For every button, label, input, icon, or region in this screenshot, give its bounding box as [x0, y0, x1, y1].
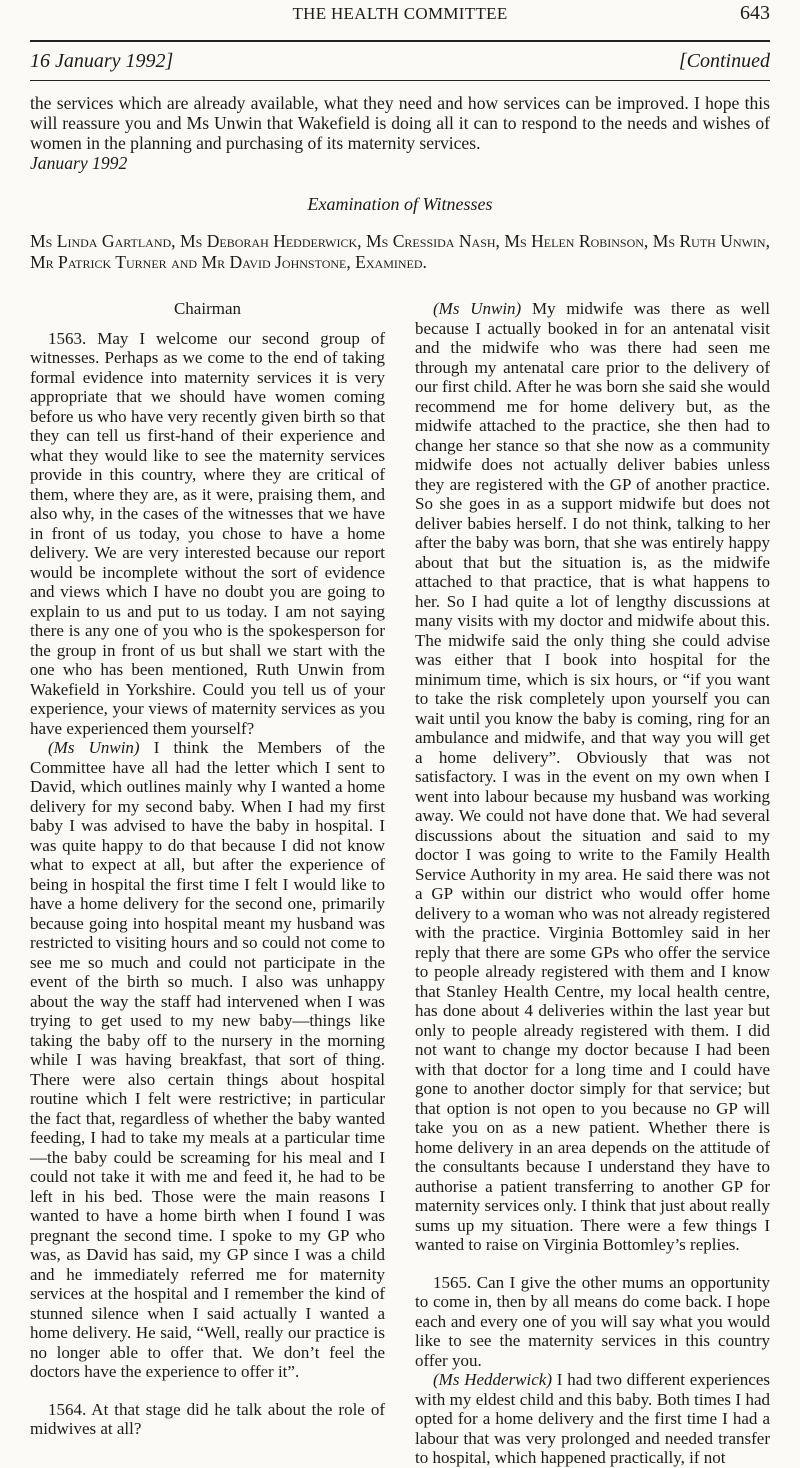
question-1565: 1565. Can I give the other mums an opportunity to come in, then by all means do come back. I hope each and every one of you will say what you would like to see the maternity services in this country offer you.	[415, 1272, 770, 1370]
intro-paragraph: the services which are already available, what they need and how services can be improved. I hope this will reassure you and Ms Unwin that Wakefield is doing all it can to respond to the needs and wishes of women in the planning and purchasing of its maternity services.	[30, 93, 770, 153]
running-head	[30, 0, 770, 40]
speaker-label: (Ms Unwin)	[48, 738, 140, 757]
answer-text: My midwife was there as well because I actually booked in for an antenatal visit and the midwife who was there had seen me through my antenatal care prior to the delivery of our first child. After he was born she said she would recommend me for home delivery but, as the midwife attached to the practice, she then had to change her stance so that she now as a community midwife does not actually deliver babies unless they are registered with the GP of another practice. So she goes in as a support midwife but does not deliver babies herself. I do not think, talking to her after the baby was born, that she was entirely happy about that but the situation is, as the midwife attached to that practice, that is what happens to her. So I had quite a lot of lengthy discussions at many visits with my doctor and midwife about this. The midwife said the only thing she could advise was either that I book into hospital for the minimum time, which is six hours, or “if you want to take the risk completely upon yourself you can wait until you know the baby is coming, ring for an ambulance and midwife, and that way you will get a home delivery”. Obviously that was not satisfactory. I was in the event on my own when I went into labour because my husband was working away. We could not have done that. We had several discussions about the situation and said to my doctor I was going to write to the Family Health Service Authority in my area. He said there was not a GP within our district who would offer home delivery to a woman who was not already registered with the practice. Virginia Bottomley said in her reply that there are some GPs who offer the service to people already registered with them and I know that Stanley Health Centre, my local health centre, has done about 4 deliveries within the last year but only to people already registered with them. I did not want to change my doctor because I had been with that doctor for a long time and I could have gone to another doctor simply for that service; but that option is not open to you because no GP will take you on as a new patient. Whether there is home delivery in an area depends on the attitude of the consultants because I understand they have to authorise a patient transferring to another GP for maternity services only. I think that just about really sums up my situation. There were a few things I wanted to raise on Virginia Bottomley’s replies.	[415, 299, 770, 1254]
examination-heading: Examination of Witnesses	[307, 194, 493, 214]
speaker-label: (Ms Unwin)	[433, 299, 522, 318]
question-1564: 1564. At that stage did he talk about the role of midwives at all?	[30, 1399, 385, 1438]
two-column-body	[30, 299, 770, 1468]
answer-unwin-2	[415, 299, 770, 1255]
answer-text: I had two different experiences with my eldest child and this baby. Both times I had opted for a home delivery and the first time I had a labour that was very prolonged and needed transfer to hospital, which happened practically, if not	[415, 1370, 770, 1467]
witness-names: Ms Linda Gartland, Ms Deborah Hedderwick, Ms Cressida Nash, Ms Helen Robinson, Ms Ruth Unwin, Mr Patrick Turner and Mr David Johnstone, Examined.	[30, 231, 770, 272]
continued-label: [Continued	[678, 50, 770, 72]
answer-unwin-1	[30, 738, 385, 1382]
dateline-rule	[30, 80, 770, 81]
dateline	[30, 42, 770, 80]
page-number: 643	[740, 2, 770, 24]
left-column	[30, 299, 385, 1468]
speaker-label: (Ms Hedderwick)	[433, 1370, 553, 1389]
witness-list	[30, 231, 770, 273]
answer-hedderwick	[415, 1370, 770, 1468]
session-date: 16 January 1992]	[30, 50, 174, 72]
chairman-heading: Chairman	[173, 299, 242, 318]
question-1563: 1563. May I welcome our second group of witnesses. Perhaps as we come to the end of taking formal evidence into maternity services it is very appropriate that we should have women coming before us who have very recently given birth so that they can tell us first-hand of their experience and what they would like to see the maternity services provide in this country, where they are critical of them, where they are, as it were, praising them, and also why, in the cases of the witnesses that we have in front of us today, you chose to have a home delivery. We are very interested because our report would be incomplete without the sort of evidence and views which I have no doubt you are going to explain to us and put to us today. I am not saying there is any one of you who is the spokesperson for the group in front of us but shall we start with the one who has been mentioned, Ruth Unwin from Wakefield in Yorkshire. Could you tell us of your experience, your views of maternity services as you have experienced them yourself?	[30, 328, 385, 738]
answer-text: I think the Members of the Committee have all had the letter which I sent to David, which outlines mainly why I wanted a home delivery for my second baby. When I had my first baby I was advised to have the baby in hospital. I was quite happy to do that because I did not know what to expect at all, but after the experience of being in hospital the first time I felt I would like to have a home delivery for the second one, primarily because going into hospital meant my husband was restricted to visiting hours and so could not come to see me so much and could not participate in the event of the birth so much. I also was unhappy about the way the staff had intervened when I was trying to get used to my new baby—things like taking the baby off to the nursery in the morning while I was having breakfast, that sort of thing. There were also certain things about hospital routine which I felt were restrictive; in particular the fact that, regardless of whether the baby wanted feeding, I had to take my meals at a particular time—the baby could be screaming for his meal and I could not take it with me and feed it, he had to be left in his bed. Those were the main reasons I wanted to have a home birth when I found I was pregnant the second time. I spoke to my GP who was, as David has said, my GP since I was a child and he immediately referred me for maternity services at the hospital and I remember the kind of stunned silence when I said actually I wanted a home delivery. He said, “Well, really our practice is no longer able to offer that. We don’t feel the doctors have the experience to offer it”.	[30, 738, 385, 1381]
intro-date: January 1992	[30, 153, 128, 173]
right-column	[415, 299, 770, 1468]
running-title: THE HEALTH COMMITTEE	[292, 4, 508, 23]
